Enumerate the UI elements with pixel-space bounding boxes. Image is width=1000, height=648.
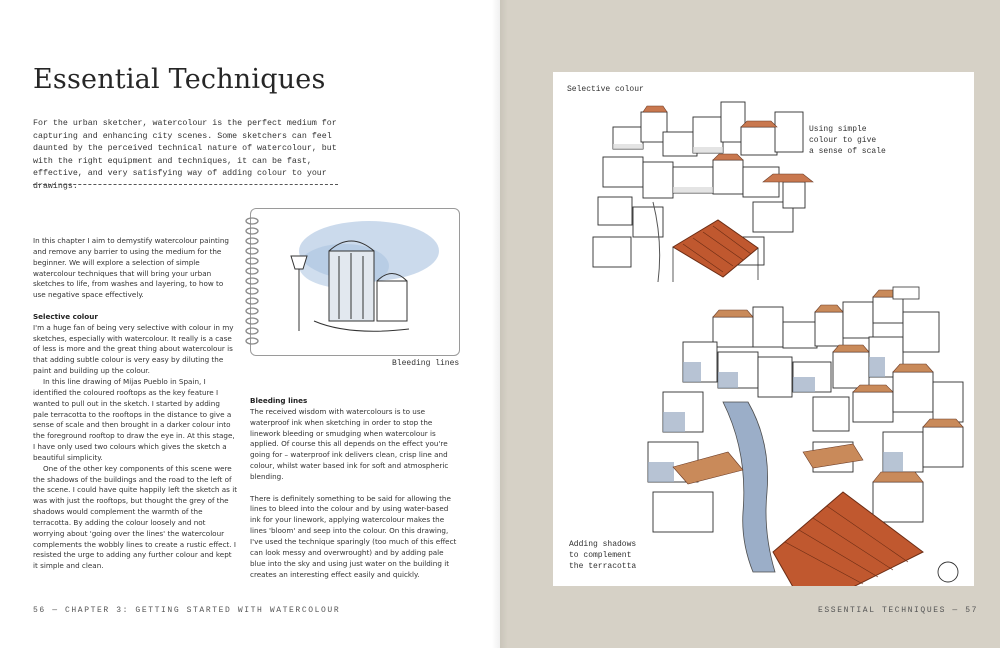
- mijas-pueblo-sketch: [553, 72, 974, 586]
- page-gutter: [492, 0, 508, 648]
- page-title: Essential Techniques: [33, 64, 326, 95]
- paragraph: There is definitely something to be said for allowing the lines to bleed into the colour and by using water-based ink for your linework, applying watercolour makes the lines 'bloom' and seep into the colour. On this drawing, I've used the technique sparingly (too much of this effect can look messy and overwrought) and by adding pale blue into the sky and using just water on the building it creates an interesting effect easily and quickly.: [250, 493, 457, 579]
- section-heading-selective-colour: Selective colour: [33, 311, 98, 321]
- paragraph: In this chapter I aim to demystify watercolour painting and remove any barrier to using the medium for the beginner. We will explore a selection of simple watercolour techniques that will bring your urban sketches to life, from washes and layering, to how to use negative space effectively.: [33, 236, 229, 300]
- text-column-right: [250, 396, 458, 591]
- paragraph: I'm a huge fan of being very selective with colour in my sketches, especially with watercolour. It really is a case of less is more and the great thing about watercolour is that adding subtle colour is very easy by diluting the paint and building up the colour.: [33, 322, 234, 376]
- paragraph: In this line drawing of Mijas Pueblo in Spain, I identified the coloured rooftops as the key feature I wanted to pull out in the sketch. I started by adding pale terracotta to the rooftops in the distance to give a sense of scale and then brought in a darker colour into the foreground rooftop to draw the eye in. At this stage, I have only used two colours which gives the sketch a beautiful simplicity.: [33, 376, 235, 462]
- sketchbook-illustration: [250, 208, 460, 356]
- caption-bleeding-lines: Bleeding lines: [392, 359, 460, 368]
- caption-selective-colour: Selective colour: [567, 85, 644, 94]
- caption-adding-shadows: Adding shadows to complement the terracotta: [569, 540, 637, 571]
- paragraph: One of the other key components of this scene were the shadows of the buildings and the road to the left of the scene. I could have quite happily left the sketch as it was with just the rooftops, but thought the grey of the shadows would complement the warmth of the terracotta. By adding the colour loosely and not worrying about 'going over the lines' the watercolour complements the wobbly lines to create a rustic effect. I resisted the urge to adding any further colour and kept it simple and clean.: [33, 463, 238, 571]
- footer-right: ESSENTIAL TECHNIQUES — 57: [818, 606, 979, 615]
- mijas-sketch-photo: [553, 72, 974, 586]
- section-heading-bleeding-lines: Bleeding lines: [250, 396, 308, 405]
- dashed-divider: [33, 184, 338, 185]
- footer-left: 56 — CHAPTER 3: GETTING STARTED WITH WATERCOLOUR: [33, 606, 341, 615]
- intro-paragraph: For the urban sketcher, watercolour is the perfect medium for capturing and enhancing city scenes. Some sketchers can feel daunted by the perceived technical nature of watercolour, but with the right equipment and techniques, it can be fast, effective, and very satisfying way of adding colour to your drawings.: [33, 119, 337, 191]
- paragraph: The received wisdom with watercolours is to use waterproof ink when sketching in order to stop the linework bleeding or smudging when watercolour is applied. Of course this all depends on the effect you're going for – waterproof ink delivers clean, crisp line and colour, whilst water based ink for soft and atmospheric blending.: [250, 406, 449, 481]
- caption-sense-of-scale: Using simple colour to give a sense of scale: [809, 125, 886, 156]
- text-column-left: [33, 236, 237, 572]
- bleeding-lines-sketch: [259, 211, 459, 351]
